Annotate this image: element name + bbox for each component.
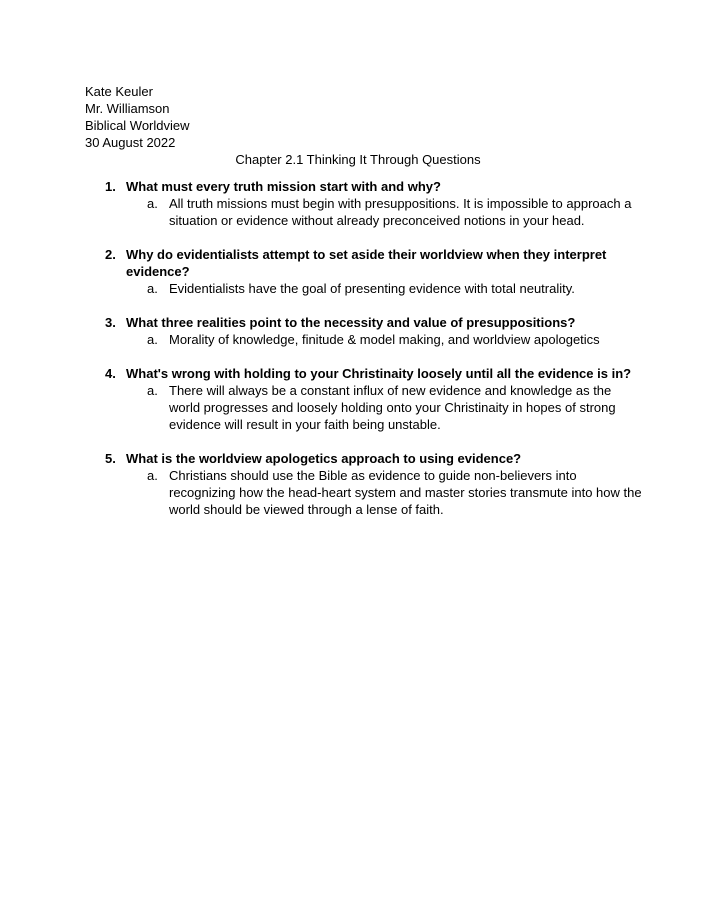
question-text: What three realities point to the necessity and value of presuppositions? xyxy=(126,315,576,330)
answer-letter: a. xyxy=(147,383,158,398)
question-number: 4. xyxy=(105,366,116,381)
answer-item xyxy=(85,280,645,297)
question-list xyxy=(85,178,645,518)
answer-text: Evidentialists have the goal of presenting evidence with total neutrality. xyxy=(169,281,575,296)
answer-letter: a. xyxy=(147,468,158,483)
question-number: 1. xyxy=(105,179,116,194)
question-item xyxy=(85,178,645,229)
document-page xyxy=(85,83,645,535)
student-name: Kate Keuler xyxy=(85,84,153,99)
question-number: 2. xyxy=(105,247,116,262)
document-date: 30 August 2022 xyxy=(85,135,176,150)
question-text: What's wrong with holding to your Christinaity loosely until all the evidence is in? xyxy=(126,366,632,381)
answer-text: Christians should use the Bible as evidence to guide non-believers into recognizing how the head-heart system and master stories transmute into how the world should be viewed through a lense of faith. xyxy=(169,468,642,517)
answer-letter: a. xyxy=(147,281,158,296)
answer-item xyxy=(85,331,645,348)
question-text: Why do evidentialists attempt to set aside their worldview when they interpret evidence? xyxy=(126,247,607,279)
answer-item xyxy=(85,382,645,433)
question-item xyxy=(85,246,645,297)
answer-item xyxy=(85,467,645,518)
question-number: 3. xyxy=(105,315,116,330)
course-name: Biblical Worldview xyxy=(85,118,190,133)
question-text: What is the worldview apologetics approach to using evidence? xyxy=(126,451,522,466)
document-title: Chapter 2.1 Thinking It Through Questions xyxy=(235,152,481,167)
teacher-name: Mr. Williamson xyxy=(85,101,170,116)
answer-letter: a. xyxy=(147,332,158,347)
answer-text: Morality of knowledge, finitude & model making, and worldview apologetics xyxy=(169,332,600,347)
answer-item xyxy=(85,195,645,229)
answer-letter: a. xyxy=(147,196,158,211)
question-item xyxy=(85,314,645,348)
question-item xyxy=(85,365,645,433)
question-number: 5. xyxy=(105,451,116,466)
question-item xyxy=(85,450,645,518)
answer-text: There will always be a constant influx of new evidence and knowledge as the world progresses and loosely holding onto your Christinaity in hopes of strong evidence will result in your faith being unstable. xyxy=(169,383,616,432)
answer-text: All truth missions must begin with presuppositions. It is impossible to approach a situation or evidence without already preconceived notions in your head. xyxy=(169,196,632,228)
question-text: What must every truth mission start with and why? xyxy=(126,179,441,194)
